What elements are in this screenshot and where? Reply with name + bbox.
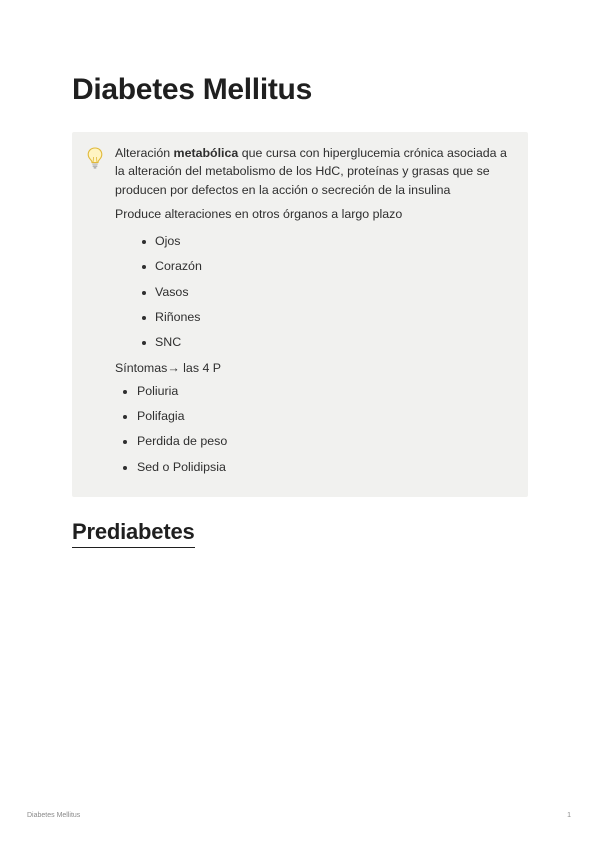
definition-bold-term: metabólica	[173, 146, 239, 160]
definition-prefix: Alteración	[115, 146, 174, 160]
list-item: Sed o Polidipsia	[115, 455, 515, 480]
list-item: Polifagia	[115, 404, 515, 429]
definition-rest: que cursa con hiperglucemia crónica asociada a la alteración del metabolismo de los HdC, proteínas y grasas que se producen por defectos en la acción o secreción de la insulina	[115, 146, 507, 197]
list-item: Riñones	[115, 305, 515, 330]
footer-doc-name: Diabetes Mellitus	[27, 812, 81, 819]
callout-content	[115, 144, 515, 480]
list-item: Vasos	[115, 280, 515, 305]
definition-paragraph	[115, 144, 515, 199]
complications-intro: Produce alteraciones en otros órganos a largo plazo	[115, 206, 403, 221]
lightbulb-icon	[86, 146, 104, 170]
list-item: Perdida de peso	[115, 429, 515, 454]
callout-box	[72, 132, 528, 497]
symptoms-intro: Síntomas→ las 4 P	[115, 360, 222, 375]
list-item: Ojos	[115, 229, 515, 254]
symptoms-list	[115, 379, 515, 480]
page-title: Diabetes Mellitus	[72, 73, 312, 106]
list-item: SNC	[115, 330, 515, 355]
list-item: Corazón	[115, 254, 515, 279]
organs-list	[115, 229, 515, 355]
list-item: Poliuria	[115, 379, 515, 404]
section-heading: Prediabetes	[72, 518, 195, 548]
footer-page-number: 1	[567, 812, 571, 819]
